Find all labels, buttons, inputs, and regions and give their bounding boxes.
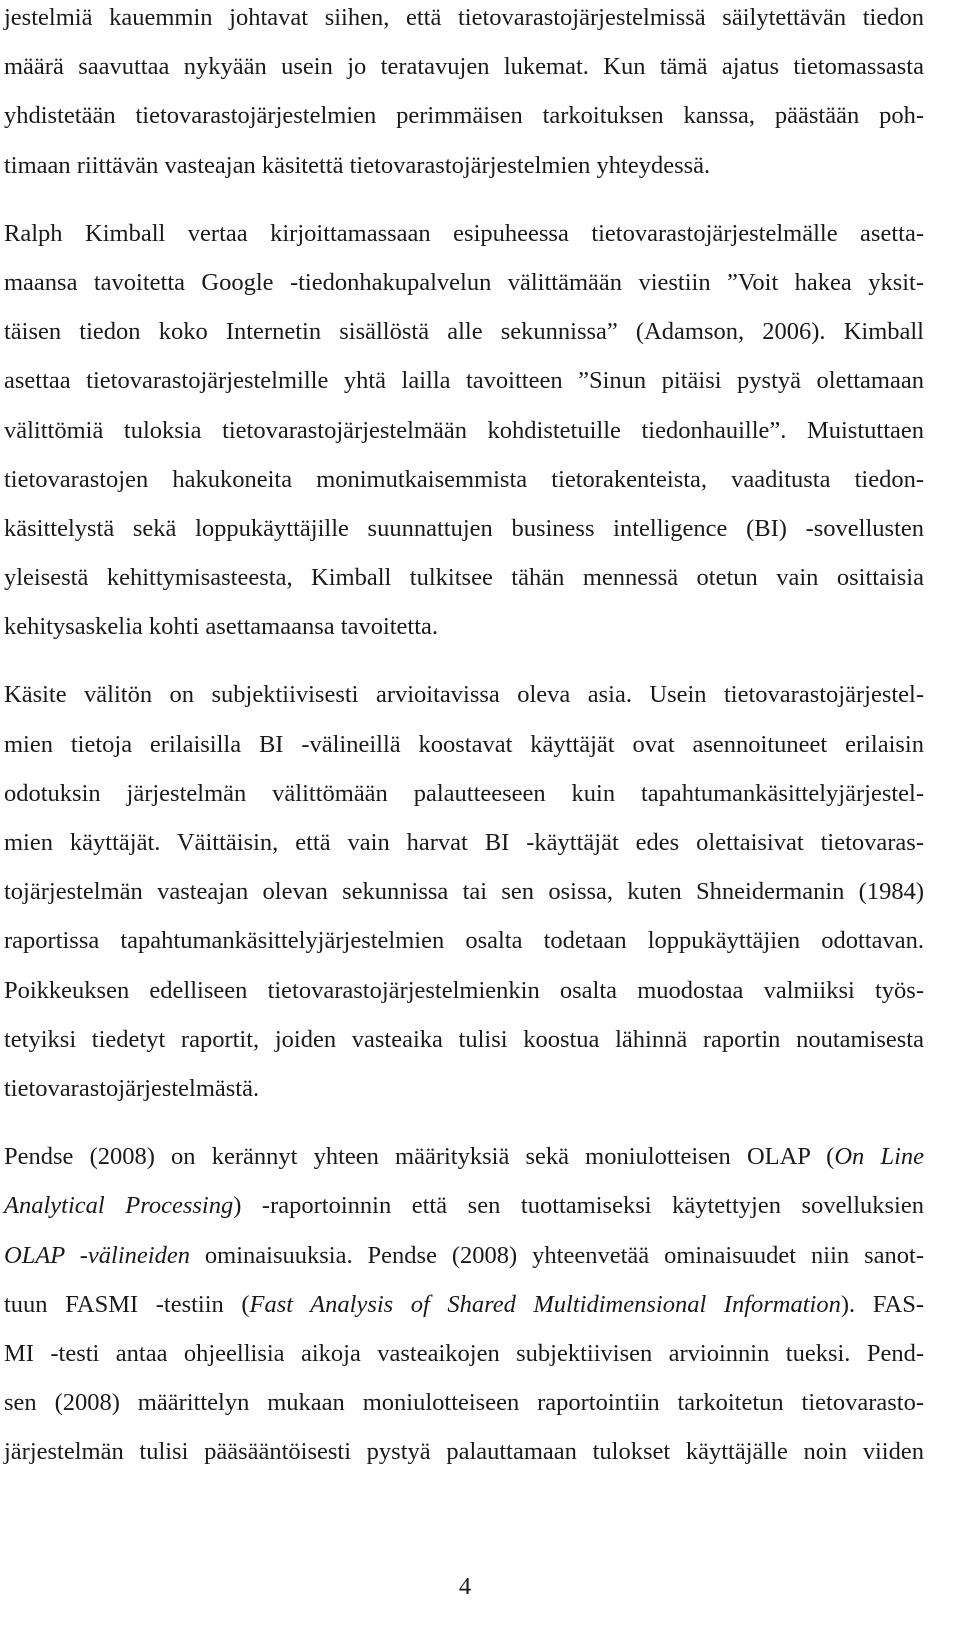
text-line: raportissa tapahtumankäsittelyjärjestelmien osalta todetaan loppukäyttäjien odottavan. xyxy=(4,927,924,955)
text-line xyxy=(4,1132,924,1181)
text-line: tojärjestelmän vasteajan olevan sekunnissa tai sen osissa, kuten Shneidermanin (1984) xyxy=(4,878,924,906)
text-run: tuun FASMI -testiin ( xyxy=(4,1290,250,1318)
text-line: käsittelystä sekä loppukäyttäjille suunnattujen business intelligence (BI) -sovellusten xyxy=(4,514,924,542)
text-line: yleisestä kehittymisasteesta, Kimball tulkitsee tähän mennessä otetun vain osittaisia xyxy=(4,564,924,592)
text-line: tietovarastojen hakukoneita monimutkaisemmista tietorakenteista, vaaditusta tiedon- xyxy=(4,465,924,493)
text-line: mien tietoja erilaisilla BI -välineillä koostavat käyttäjät ovat asennoituneet erilaisin xyxy=(4,730,924,758)
text-line: yhdistetään tietovarastojärjestelmien perimmäisen tarkoituksen kanssa, päästään poh- xyxy=(4,102,924,130)
text-line: välittömiä tuloksia tietovarastojärjestelmään kohdistetuille tiedonhauille”. Muistuttaen xyxy=(4,416,924,444)
text-line: täisen tiedon koko Internetin sisällöstä alle sekunnissa” (Adamson, 2006). Kimball xyxy=(4,318,924,346)
text-line: asettaa tietovarastojärjestelmille yhtä lailla tavoitteen ”Sinun pitäisi pystyä olettamaan xyxy=(4,367,924,395)
text-line: Ralph Kimball vertaa kirjoittamassaan esipuheessa tietovarastojärjestelmälle asetta- xyxy=(4,219,924,247)
text-line: maansa tavoitetta Google -tiedonhakupalvelun välittämään viestiin ”Voit hakea yksit- xyxy=(4,268,924,296)
document-page xyxy=(4,0,924,1476)
italic-term: On Line xyxy=(834,1143,924,1171)
text-line: tetyiksi tiedetyt raportit, joiden vasteaika tulisi koostua lähinnä raportin noutamisesta xyxy=(4,1025,924,1053)
paragraph-2 xyxy=(4,209,924,652)
text-line: mien käyttäjät. Väittäisin, että vain harvat BI -käyttäjät edes olettaisivat tietovaras- xyxy=(4,829,924,856)
text-line: tietovarastojärjestelmästä. xyxy=(4,1074,260,1102)
text-line: sen (2008) määrittelyn mukaan moniulotteiseen raportointiin tarkoitetun tietovarasto- xyxy=(4,1389,924,1417)
text-line: määrä saavuttaa nykyään usein jo teratavujen lukemat. Kun tämä ajatus tietomassasta xyxy=(4,53,924,81)
text-run: ) -raportoinnin että sen tuottamiseksi käytettyjen sovelluksien xyxy=(233,1192,924,1220)
text-line: järjestelmän tulisi pääsääntöisesti pystyä palauttamaan tulokset käyttäjälle noin viiden xyxy=(4,1438,924,1466)
paragraph-3 xyxy=(4,670,924,1113)
text-line: timaan riittävän vasteajan käsitettä tietovarastojärjestelmien yhteydessä. xyxy=(4,151,711,179)
text-line: Käsite välitön on subjektiivisesti arvioitavissa oleva asia. Usein tietovarastojärjestel- xyxy=(4,681,924,709)
text-line: odotuksin järjestelmän välittömään palautteeseen kuin tapahtumankäsittelyjärjestel- xyxy=(4,779,924,807)
text-line: MI -testi antaa ohjeellisia aikoja vasteaikojen subjektiivisen arvioinnin tueksi. Pend- xyxy=(4,1339,924,1367)
italic-term: Fast Analysis of Shared Multidimensional Information xyxy=(249,1290,841,1318)
paragraph-1 xyxy=(4,0,924,190)
text-line xyxy=(4,1231,924,1280)
text-line: Poikkeuksen edelliseen tietovarastojärjestelmienkin osalta muodostaa valmiiksi työs- xyxy=(4,976,924,1004)
text-run: ). FAS- xyxy=(840,1290,924,1318)
text-line xyxy=(4,1280,924,1329)
text-run: ominaisuuksia. Pendse (2008) yhteenvetää ominaisuudet niin sanot- xyxy=(189,1241,924,1269)
paragraph-4 xyxy=(4,1132,924,1476)
page-number: 4 xyxy=(458,1573,472,1600)
italic-term: OLAP -välineiden xyxy=(4,1241,190,1269)
text-line: jestelmiä kauemmin johtavat siihen, että tietovarastojärjestelmissä säilytettävän tiedon xyxy=(4,4,924,31)
text-line xyxy=(4,1181,924,1230)
text-run: Pendse (2008) on kerännyt yhteen määrityksiä sekä moniulotteisen OLAP ( xyxy=(4,1143,835,1171)
italic-term: Analytical Processing xyxy=(4,1192,234,1220)
text-line: kehitysaskelia kohti asettamaansa tavoitetta. xyxy=(4,613,439,641)
